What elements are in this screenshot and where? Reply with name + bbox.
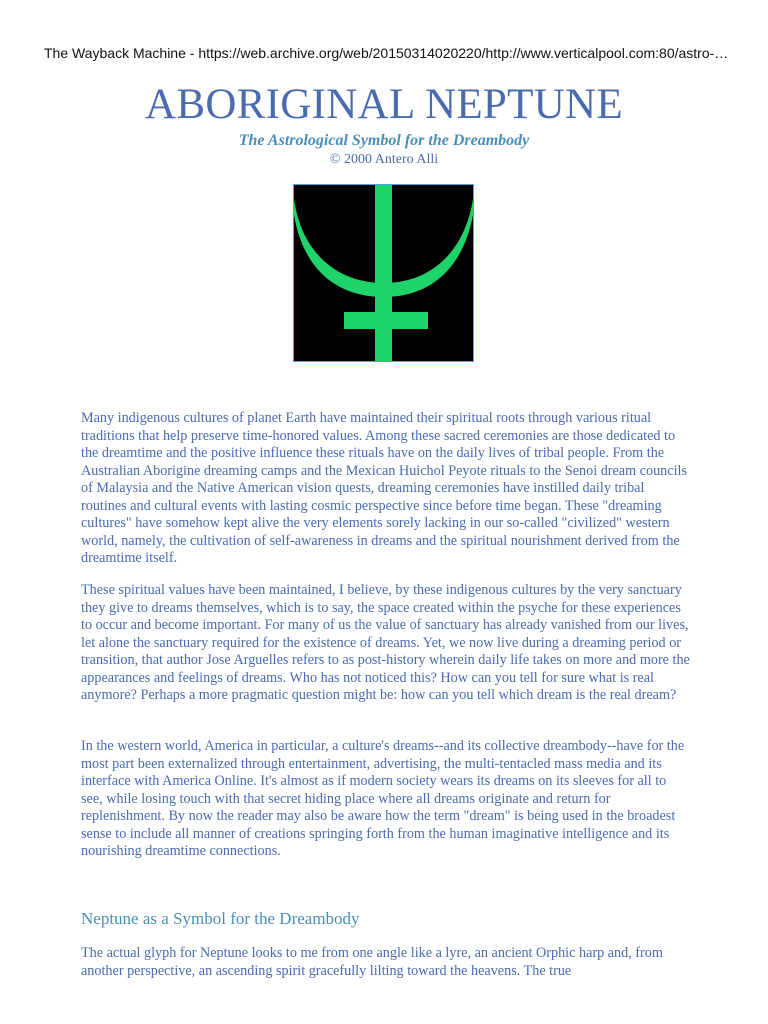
- paragraph-intro: Many indigenous cultures of planet Earth have maintained their spiritual roots through various ritual traditions that help preserve time-honored values. Among these sacred ceremonies are those dedicated to the dreamtime and the positive influence these rituals have on the daily lives of tribal people. From the Australian Aborigine dreaming camps and the Mexican Huichol Peyote rituals to the Senoi dream councils of Malaysia and the Native American vision quests, dreaming ceremonies have instilled daily tribal routines and cultural events with lasting cosmic perspective since before time began. These "dreaming cultures" have somehow kept alive the very elements sorely lacking in our so-called "civilized" western world, namely, the cultivation of self-awareness in dreams and the spiritual nourishment derived from the dreamtime itself.: [81, 410, 687, 566]
- neptune-glyph-icon: [294, 185, 473, 361]
- copyright-line: © 2000 Antero Alli: [329, 152, 439, 167]
- paragraph-sanctuary: These spiritual values have been maintained, I believe, by these indigenous cultures by the very sanctuary they give to dreams themselves, which is to say, the space created within the psyche for these experiences to occur and become important. For many of us the value of sanctuary has already vanished from our lives, let alone the sanctuary required for the existence of dreams. Yet, we now live during a dreaming period or transition, that author Jose Arguelles refers to as post-history wherein daily life takes on more and more the appearances and feelings of dreams. Who has not noticed this? How can you tell for sure what is real anymore? Perhaps a more pragmatic question might be: how can you tell which dream is the real dream?: [81, 582, 690, 703]
- page-title: ABORIGINAL NEPTUNE: [145, 81, 623, 128]
- page-subtitle: The Astrological Symbol for the Dreambody: [238, 132, 530, 149]
- wayback-header: The Wayback Machine - https://web.archive.org/web/20150314020220/http://www.verticalpool.com:80/astro-…: [44, 45, 729, 61]
- section-heading: Neptune as a Symbol for the Dreambody: [81, 909, 360, 928]
- paragraph-western-world: In the western world, America in particular, a culture's dreams--and its collective dreambody--have for the most part been externalized through entertainment, advertising, the multi-tentacled mass media and its interface with America Online. It's almost as if modern society wears its dreams on its sleeves for all to see, while losing touch with that secret hiding place where all dreams originate and return for replenishment. By now the reader may also be aware how the term "dream" is being used in the broadest sense to include all manner of creations springing forth from the human imaginative intelligence and its nourishing dreamtime connections.: [81, 738, 685, 859]
- paragraph-glyph: The actual glyph for Neptune looks to me from one angle like a lyre, an ancient Orphic harp and, from another perspective, an ascending spirit gracefully lilting toward the heavens. The true: [81, 945, 663, 979]
- neptune-glyph-image: [293, 184, 474, 362]
